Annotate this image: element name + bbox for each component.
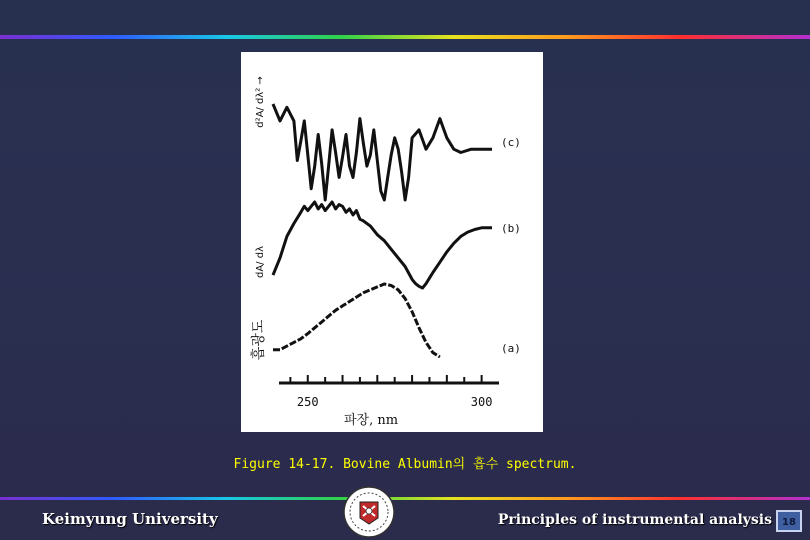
series-line-c <box>273 104 492 200</box>
series-line-b <box>273 202 492 288</box>
y-axis-label-c: d²A/ dλ² → <box>255 76 266 128</box>
spectrum-chart <box>241 52 543 432</box>
figure-panel <box>241 52 543 432</box>
series-line-a <box>273 284 440 357</box>
x-tick-label-300: 300 <box>470 395 493 409</box>
y-axis-label-a: 흡광도 <box>251 319 267 361</box>
x-axis-label: 파장, nm <box>343 413 399 428</box>
footer-course-title: Principles of instrumental analysis <box>497 512 772 528</box>
series-label-c: (c) <box>501 136 521 149</box>
university-seal-icon <box>340 484 398 540</box>
y-axis-label-b: dA/ dλ <box>255 245 266 279</box>
page-number-badge: 18 <box>776 510 802 532</box>
x-tick-label-250: 250 <box>296 395 319 409</box>
bottom-rainbow-divider <box>0 497 810 500</box>
footer-university-name: Keimyung University <box>42 510 218 528</box>
figure-caption: Figure 14-17. Bovine Albumin의 흡수 spectrum. <box>233 457 577 472</box>
series-label-b: (b) <box>501 222 521 235</box>
top-rainbow-divider <box>0 35 810 39</box>
series-label-a: (a) <box>501 342 521 355</box>
